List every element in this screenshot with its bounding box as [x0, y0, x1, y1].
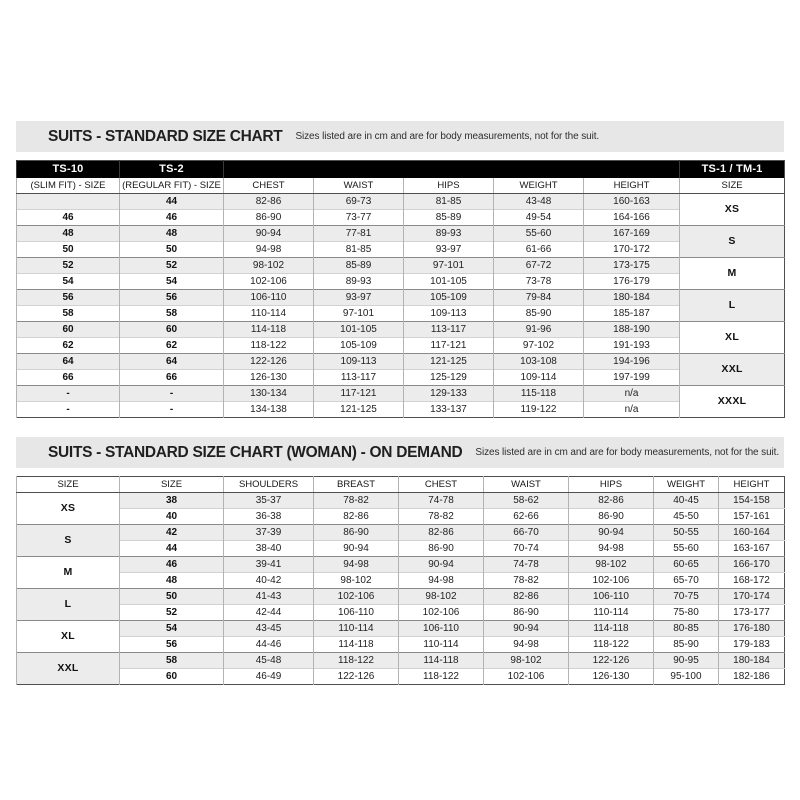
size-number-cell: 56 [120, 290, 224, 306]
table-cell: 130-134 [224, 386, 314, 402]
table-cell: 77-81 [314, 226, 404, 242]
table-cell: 40-42 [224, 573, 314, 589]
table-cell: 86-90 [314, 525, 399, 541]
table-cell: 109-113 [314, 354, 404, 370]
size-number-cell: 38 [120, 493, 224, 509]
table-cell: 85-90 [494, 306, 584, 322]
size-number-cell: 56 [120, 637, 224, 653]
size-number-cell: 40 [120, 509, 224, 525]
table-cell: 43-45 [224, 621, 314, 637]
table-row [17, 525, 785, 541]
table-cell: 103-108 [494, 354, 584, 370]
table-row [17, 274, 785, 290]
column-header: CHEST [399, 477, 484, 493]
table-cell: 160-164 [719, 525, 785, 541]
table-cell: 65-70 [654, 573, 719, 589]
table-cell: 109-113 [404, 306, 494, 322]
table-cell: 67-72 [494, 258, 584, 274]
table-cell: 167-169 [584, 226, 680, 242]
table-cell: 89-93 [314, 274, 404, 290]
table-cell: n/a [584, 402, 680, 418]
table-cell: 93-97 [404, 242, 494, 258]
table-cell: 66-70 [484, 525, 569, 541]
table-cell: 55-60 [654, 541, 719, 557]
size-number-cell: 62 [17, 338, 120, 354]
column-header: HIPS [404, 178, 494, 194]
table-row [17, 653, 785, 669]
size-number-cell: 46 [120, 210, 224, 226]
size-number-cell: 48 [17, 226, 120, 242]
table-cell: 40-45 [654, 493, 719, 509]
table-cell: 102-106 [314, 589, 399, 605]
table-row [17, 637, 785, 653]
table-row [17, 210, 785, 226]
table-cell: 94-98 [314, 557, 399, 573]
table-cell: 129-133 [404, 386, 494, 402]
column-header: SIZE [680, 178, 785, 194]
table-cell: 78-82 [399, 509, 484, 525]
table-cell: 114-118 [399, 653, 484, 669]
size-group-cell: L [680, 290, 785, 322]
table-cell: 114-118 [224, 322, 314, 338]
size-number-cell: 44 [120, 194, 224, 210]
table-cell: 62-66 [484, 509, 569, 525]
table-cell: 81-85 [314, 242, 404, 258]
mens-chart-subtitle: Sizes listed are in cm and are for body measurements, not for the suit. [295, 131, 600, 142]
table-row [17, 242, 785, 258]
table-cell: 119-122 [494, 402, 584, 418]
table-cell: 191-193 [584, 338, 680, 354]
column-header-row [17, 477, 785, 493]
table-cell: 101-105 [314, 322, 404, 338]
group-header-row [17, 161, 785, 179]
table-row [17, 573, 785, 589]
size-group-cell: L [17, 589, 120, 621]
table-cell: 94-98 [484, 637, 569, 653]
table-cell: 90-94 [399, 557, 484, 573]
table-cell: 110-114 [399, 637, 484, 653]
size-group-cell: XXL [680, 354, 785, 386]
size-group-cell: M [17, 557, 120, 589]
table-cell: 74-78 [484, 557, 569, 573]
size-number-cell: 42 [120, 525, 224, 541]
table-cell: 94-98 [224, 242, 314, 258]
table-cell: 50-55 [654, 525, 719, 541]
table-cell: 81-85 [404, 194, 494, 210]
table-cell: 61-66 [494, 242, 584, 258]
table-cell: 98-102 [399, 589, 484, 605]
table-cell: 58-62 [484, 493, 569, 509]
table-row [17, 402, 785, 418]
table-cell: 180-184 [584, 290, 680, 306]
group-header: TS-1 / TM-1 [680, 161, 785, 179]
table-row [17, 557, 785, 573]
table-cell: 73-77 [314, 210, 404, 226]
size-number-cell: 56 [17, 290, 120, 306]
table-cell: 117-121 [314, 386, 404, 402]
table-cell: 82-86 [569, 493, 654, 509]
table-row [17, 621, 785, 637]
size-number-cell: 52 [17, 258, 120, 274]
table-cell: 70-74 [484, 541, 569, 557]
size-number-cell: 50 [120, 589, 224, 605]
mens-size-table [16, 160, 785, 418]
table-cell: 118-122 [399, 669, 484, 685]
size-number-cell: 66 [120, 370, 224, 386]
size-number-cell: 60 [120, 322, 224, 338]
size-group-cell: M [680, 258, 785, 290]
table-cell: 74-78 [399, 493, 484, 509]
table-cell: 176-180 [719, 621, 785, 637]
table-cell: 166-170 [719, 557, 785, 573]
table-cell: 97-101 [314, 306, 404, 322]
size-number-cell: 60 [120, 669, 224, 685]
size-number-cell: 54 [17, 274, 120, 290]
table-cell: 182-186 [719, 669, 785, 685]
table-cell: 106-110 [569, 589, 654, 605]
group-header: TS-2 [120, 161, 224, 179]
table-row [17, 669, 785, 685]
table-cell: 110-114 [314, 621, 399, 637]
table-cell: 102-106 [224, 274, 314, 290]
table-row [17, 290, 785, 306]
table-cell: 163-167 [719, 541, 785, 557]
size-number-cell: 48 [120, 226, 224, 242]
table-cell: 90-94 [569, 525, 654, 541]
size-number-cell: 64 [17, 354, 120, 370]
table-cell: 94-98 [399, 573, 484, 589]
table-row [17, 194, 785, 210]
table-row [17, 354, 785, 370]
table-cell: 60-65 [654, 557, 719, 573]
table-cell: 98-102 [224, 258, 314, 274]
table-row [17, 509, 785, 525]
column-header: WEIGHT [494, 178, 584, 194]
size-group-cell: S [17, 525, 120, 557]
table-cell: 41-43 [224, 589, 314, 605]
table-cell: 80-85 [654, 621, 719, 637]
table-row [17, 541, 785, 557]
table-cell: 185-187 [584, 306, 680, 322]
size-number-cell: 54 [120, 621, 224, 637]
column-header: SIZE [120, 477, 224, 493]
size-number-cell: 58 [17, 306, 120, 322]
table-cell: 164-166 [584, 210, 680, 226]
table-cell: 133-137 [404, 402, 494, 418]
size-number-cell: 52 [120, 605, 224, 621]
table-cell: 82-86 [314, 509, 399, 525]
table-row [17, 370, 785, 386]
table-cell: 126-130 [569, 669, 654, 685]
table-row [17, 493, 785, 509]
size-number-cell: - [17, 402, 120, 418]
size-number-cell: - [120, 402, 224, 418]
table-cell: 101-105 [404, 274, 494, 290]
table-cell: 73-78 [494, 274, 584, 290]
size-number-cell: - [17, 386, 120, 402]
womens-chart-title: SUITS - STANDARD SIZE CHART (WOMAN) - ON DEMAND [48, 443, 463, 461]
group-header-spacer [224, 161, 680, 179]
table-cell: 90-94 [224, 226, 314, 242]
table-cell: 38-40 [224, 541, 314, 557]
table-cell: 42-44 [224, 605, 314, 621]
size-number-cell: 46 [17, 210, 120, 226]
table-cell: 98-102 [569, 557, 654, 573]
column-header-row [17, 178, 785, 194]
table-cell: 86-90 [399, 541, 484, 557]
womens-chart-subtitle: Sizes listed are in cm and are for body measurements, not for the suit. [475, 447, 780, 458]
column-header: WAIST [314, 178, 404, 194]
table-row [17, 322, 785, 338]
table-cell: 113-117 [314, 370, 404, 386]
table-cell: 114-118 [314, 637, 399, 653]
table-cell: 122-126 [569, 653, 654, 669]
table-cell: 39-41 [224, 557, 314, 573]
column-header: CHEST [224, 178, 314, 194]
table-cell: 118-122 [569, 637, 654, 653]
table-cell: 121-125 [404, 354, 494, 370]
table-row [17, 258, 785, 274]
table-cell: 126-130 [224, 370, 314, 386]
table-cell: 97-101 [404, 258, 494, 274]
table-cell: 55-60 [494, 226, 584, 242]
womens-size-table [16, 476, 785, 685]
table-cell: 102-106 [569, 573, 654, 589]
table-cell: 106-110 [314, 605, 399, 621]
mens-chart-title: SUITS - STANDARD SIZE CHART [48, 127, 283, 145]
table-cell: 106-110 [224, 290, 314, 306]
table-cell: 105-109 [404, 290, 494, 306]
table-cell: 170-172 [584, 242, 680, 258]
table-cell: 117-121 [404, 338, 494, 354]
table-cell: 154-158 [719, 493, 785, 509]
table-cell: 86-90 [484, 605, 569, 621]
table-cell: 173-177 [719, 605, 785, 621]
size-number-cell: - [120, 386, 224, 402]
table-cell: 173-175 [584, 258, 680, 274]
table-cell: 44-46 [224, 637, 314, 653]
table-cell: 170-174 [719, 589, 785, 605]
table-cell: 75-80 [654, 605, 719, 621]
table-cell: 118-122 [314, 653, 399, 669]
size-group-cell: XS [680, 194, 785, 226]
table-cell: 115-118 [494, 386, 584, 402]
table-cell: 91-96 [494, 322, 584, 338]
table-row [17, 338, 785, 354]
size-group-cell: XXXL [680, 386, 785, 418]
table-cell: 45-50 [654, 509, 719, 525]
table-cell: 94-98 [569, 541, 654, 557]
table-cell: 97-102 [494, 338, 584, 354]
table-cell: 35-37 [224, 493, 314, 509]
column-header: BREAST [314, 477, 399, 493]
table-cell: 197-199 [584, 370, 680, 386]
size-group-cell: XXL [17, 653, 120, 685]
table-cell: 82-86 [224, 194, 314, 210]
column-header: SIZE [17, 477, 120, 493]
column-header: WAIST [484, 477, 569, 493]
table-cell: 49-54 [494, 210, 584, 226]
table-cell: 160-163 [584, 194, 680, 210]
table-cell: 90-94 [484, 621, 569, 637]
size-number-cell: 66 [17, 370, 120, 386]
table-cell: 98-102 [484, 653, 569, 669]
table-cell: 86-90 [569, 509, 654, 525]
size-number-cell: 50 [17, 242, 120, 258]
table-cell: 110-114 [569, 605, 654, 621]
table-cell: 157-161 [719, 509, 785, 525]
size-number-cell: 48 [120, 573, 224, 589]
table-cell: 45-48 [224, 653, 314, 669]
table-cell: 36-38 [224, 509, 314, 525]
womens-chart-title-bar [16, 437, 784, 468]
size-number-cell: 62 [120, 338, 224, 354]
table-cell: 90-94 [314, 541, 399, 557]
table-cell: 85-89 [404, 210, 494, 226]
size-number-cell: 64 [120, 354, 224, 370]
table-cell: 70-75 [654, 589, 719, 605]
table-cell: 78-82 [314, 493, 399, 509]
table-cell: 93-97 [314, 290, 404, 306]
table-row [17, 589, 785, 605]
size-number-cell [17, 194, 120, 210]
table-cell: 168-172 [719, 573, 785, 589]
table-cell: 95-100 [654, 669, 719, 685]
table-cell: 180-184 [719, 653, 785, 669]
table-cell: 122-126 [224, 354, 314, 370]
size-number-cell: 58 [120, 306, 224, 322]
table-cell: 85-90 [654, 637, 719, 653]
column-header: WEIGHT [654, 477, 719, 493]
table-cell: 176-179 [584, 274, 680, 290]
size-number-cell: 54 [120, 274, 224, 290]
table-cell: 109-114 [494, 370, 584, 386]
table-cell: 118-122 [224, 338, 314, 354]
size-group-cell: XL [680, 322, 785, 354]
column-header: HIPS [569, 477, 654, 493]
table-cell: 78-82 [484, 573, 569, 589]
table-cell: 121-125 [314, 402, 404, 418]
table-cell: 46-49 [224, 669, 314, 685]
table-cell: 82-86 [399, 525, 484, 541]
size-number-cell: 58 [120, 653, 224, 669]
size-number-cell: 44 [120, 541, 224, 557]
table-cell: 106-110 [399, 621, 484, 637]
table-cell: 188-190 [584, 322, 680, 338]
table-row [17, 386, 785, 402]
table-cell: 37-39 [224, 525, 314, 541]
table-cell: 85-89 [314, 258, 404, 274]
table-cell: 194-196 [584, 354, 680, 370]
size-number-cell: 60 [17, 322, 120, 338]
mens-chart-title-bar [16, 121, 784, 152]
table-row [17, 605, 785, 621]
table-cell: 69-73 [314, 194, 404, 210]
table-cell: 110-114 [224, 306, 314, 322]
table-cell: 90-95 [654, 653, 719, 669]
table-cell: 102-106 [399, 605, 484, 621]
column-header: (REGULAR FIT) - SIZE [120, 178, 224, 194]
table-cell: 79-84 [494, 290, 584, 306]
size-number-cell: 52 [120, 258, 224, 274]
size-group-cell: S [680, 226, 785, 258]
size-number-cell: 50 [120, 242, 224, 258]
table-cell: 114-118 [569, 621, 654, 637]
table-cell: n/a [584, 386, 680, 402]
column-header: HEIGHT [584, 178, 680, 194]
table-cell: 86-90 [224, 210, 314, 226]
column-header: HEIGHT [719, 477, 785, 493]
table-row [17, 306, 785, 322]
group-header: TS-10 [17, 161, 120, 179]
column-header: SHOULDERS [224, 477, 314, 493]
table-cell: 125-129 [404, 370, 494, 386]
table-cell: 122-126 [314, 669, 399, 685]
table-cell: 82-86 [484, 589, 569, 605]
table-row [17, 226, 785, 242]
table-cell: 105-109 [314, 338, 404, 354]
size-group-cell: XL [17, 621, 120, 653]
table-cell: 113-117 [404, 322, 494, 338]
table-cell: 89-93 [404, 226, 494, 242]
table-cell: 98-102 [314, 573, 399, 589]
table-cell: 102-106 [484, 669, 569, 685]
table-cell: 134-138 [224, 402, 314, 418]
size-group-cell: XS [17, 493, 120, 525]
column-header: (SLIM FIT) - SIZE [17, 178, 120, 194]
table-cell: 43-48 [494, 194, 584, 210]
size-number-cell: 46 [120, 557, 224, 573]
table-cell: 179-183 [719, 637, 785, 653]
